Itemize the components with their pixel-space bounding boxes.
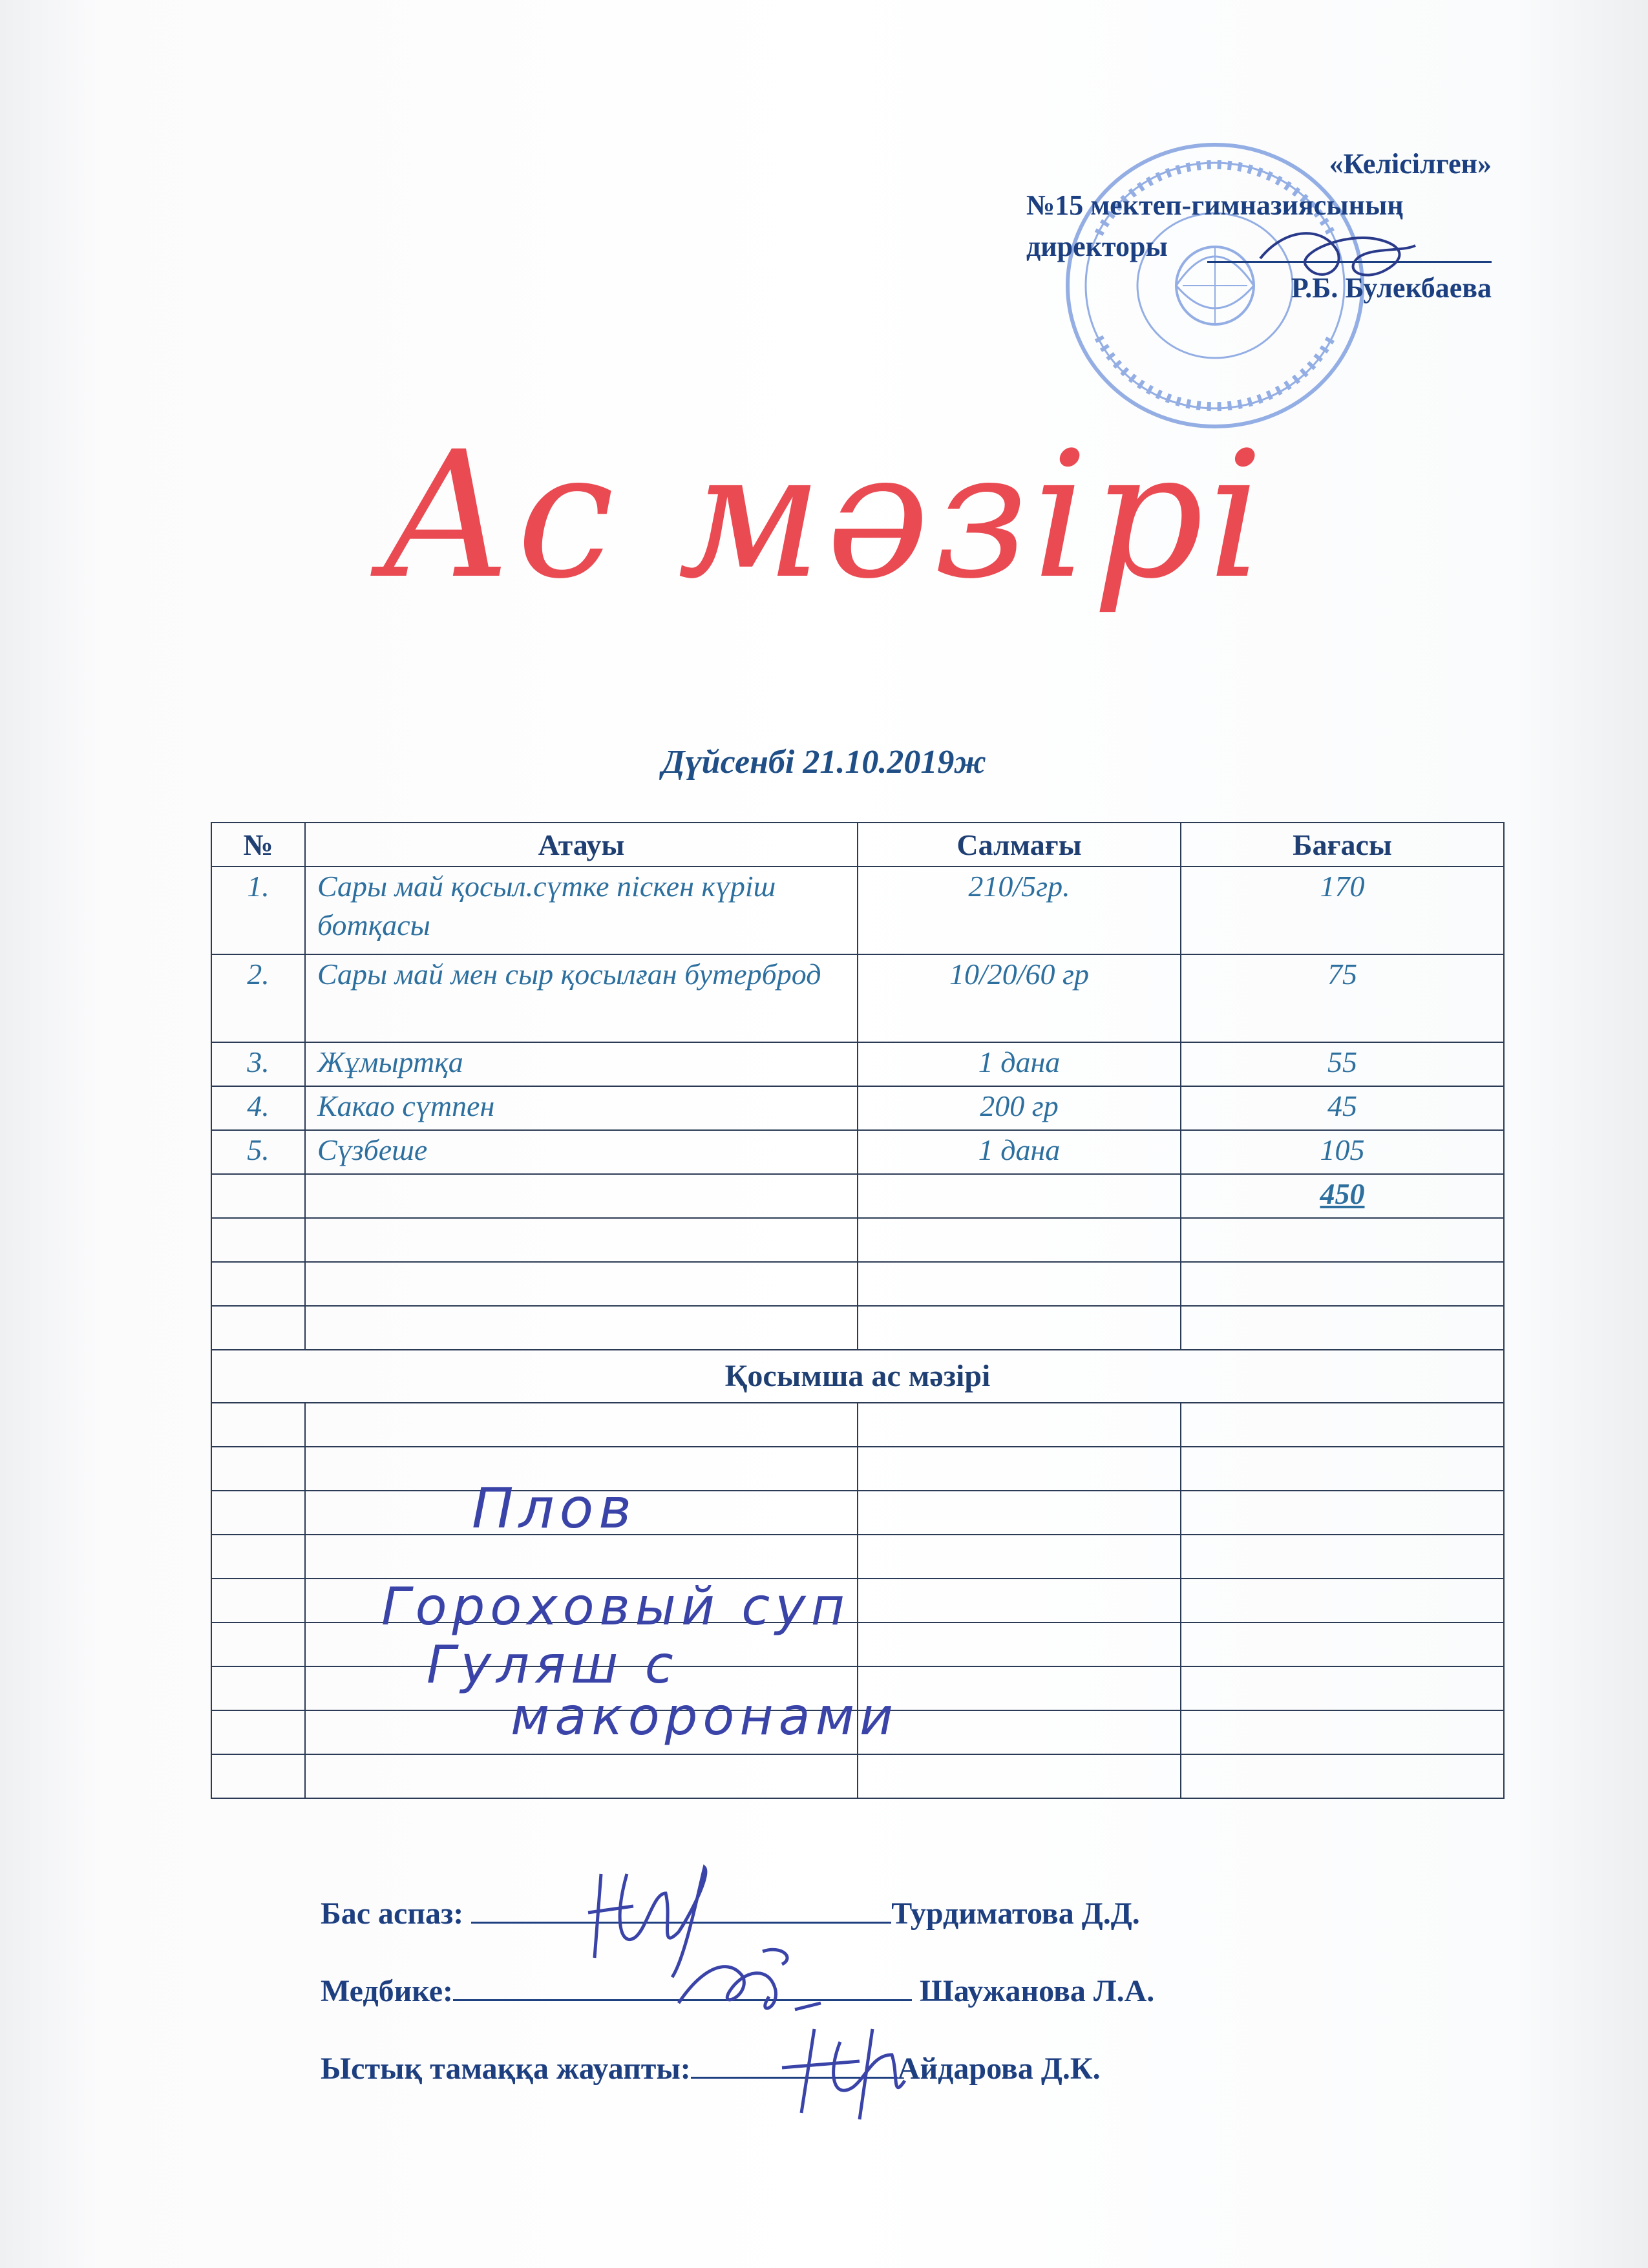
handwritten-item-4: макоронами (511, 1686, 899, 1747)
handwritten-item-2: Гороховый суп (381, 1577, 850, 1637)
handwritten-item-1: Плов (472, 1476, 637, 1541)
blank-row (211, 1535, 1504, 1579)
empty-cell (305, 1174, 858, 1218)
approval-title: «Келісілген» (1329, 148, 1492, 180)
row-weight: 210/5гр. (858, 866, 1181, 954)
section-row (211, 1350, 1504, 1403)
row-price: 55 (1181, 1042, 1504, 1086)
nurse-label: Медбике: (321, 1974, 454, 2008)
approval-school: №15 мектеп-гимназиясының (1026, 189, 1404, 221)
row-name: Сүзбеше (305, 1130, 858, 1174)
approval-position-label: директоры (1026, 231, 1168, 262)
row-name: Жұмыртқа (305, 1042, 858, 1086)
table-header-row (211, 823, 1504, 866)
row-name: Сары май қосыл.сүтке піскен күріш ботқасы (305, 866, 858, 954)
row-weight: 200 гр (858, 1086, 1181, 1130)
empty-cell (858, 1174, 1181, 1218)
row-price: 105 (1181, 1130, 1504, 1174)
row-price: 170 (1181, 866, 1504, 954)
table-row (211, 954, 1504, 1042)
total-value: 450 (1181, 1174, 1504, 1218)
section-title: Қосымша ас мәзірі (211, 1350, 1504, 1403)
row-num: 3. (211, 1042, 305, 1086)
row-num: 5. (211, 1130, 305, 1174)
header-name: Атауы (305, 823, 858, 866)
row-num: 2. (211, 954, 305, 1042)
table-row (211, 1042, 1504, 1086)
row-name: Сары май мен сыр қосылған бутерброд (305, 954, 858, 1042)
blank-row (211, 1447, 1504, 1491)
row-name: Какао сүтпен (305, 1086, 858, 1130)
header-price: Бағасы (1181, 823, 1504, 866)
table-row (211, 1130, 1504, 1174)
date-line: Дүйсенбі 21.10.2019ж (662, 744, 986, 781)
footer-chef (321, 1893, 1140, 1931)
blank-row (211, 1403, 1504, 1447)
row-weight: 1 дана (858, 1042, 1181, 1086)
header-num: № (211, 823, 305, 866)
blank-row (211, 1218, 1504, 1262)
director-signature (1247, 213, 1428, 304)
blank-row (211, 1491, 1504, 1535)
hot-food-signature (769, 2016, 918, 2126)
row-num: 4. (211, 1086, 305, 1130)
row-price: 75 (1181, 954, 1504, 1042)
table-row (211, 866, 1504, 954)
chef-name: Турдиматова Д.Д. (891, 1896, 1140, 1931)
page-title: Ас мәзірі (381, 414, 1267, 617)
row-price: 45 (1181, 1086, 1504, 1130)
row-weight: 1 дана (858, 1130, 1181, 1174)
menu-table (211, 822, 1505, 1799)
blank-row (211, 1754, 1504, 1798)
handwritten-item-3: Гуляш с (427, 1635, 679, 1695)
nurse-name: Шаужанова Л.А. (920, 1974, 1155, 2008)
blank-row (211, 1262, 1504, 1306)
hot-food-label: Ыстық тамаққа жауапты: (321, 2052, 691, 2086)
table-row (211, 1086, 1504, 1130)
blank-row (211, 1306, 1504, 1350)
footer-hot-food (321, 2048, 1101, 2086)
approval-director-name: Р.Б. Булекбаева (1291, 272, 1492, 304)
chef-label: Бас аспаз: (321, 1896, 464, 1931)
row-num: 1. (211, 866, 305, 954)
empty-cell (211, 1174, 305, 1218)
hot-food-name: Айдарова Д.К. (897, 2052, 1101, 2086)
row-weight: 10/20/60 гр (858, 954, 1181, 1042)
header-weight: Салмағы (858, 823, 1181, 866)
total-row (211, 1174, 1504, 1218)
